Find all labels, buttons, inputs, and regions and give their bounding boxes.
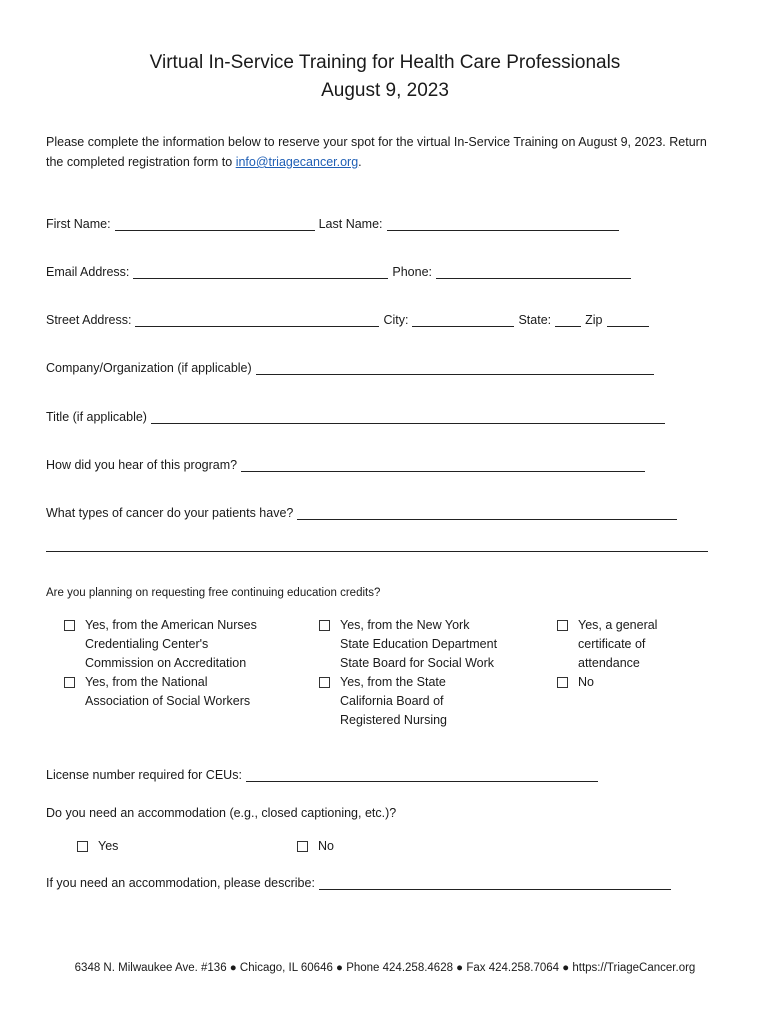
cancer-row (46, 506, 681, 520)
ce-general-label-1: Yes, a general (578, 618, 658, 632)
accommodation-question-text: Do you need an accommodation (e.g., closed captioning, etc.)? (46, 806, 397, 820)
license-label: License number required for CEUs: (46, 768, 242, 782)
ce-california-label-3: Registered Nursing (340, 713, 447, 727)
first-name-line[interactable] (115, 217, 315, 231)
accommodation-describe-line[interactable] (319, 876, 671, 890)
ce-general-label-2: certificate of (578, 637, 646, 651)
ce-option-nasw[interactable] (64, 673, 257, 711)
cancer-line-2[interactable] (46, 551, 708, 552)
ce-california-label-1: Yes, from the State (340, 675, 446, 689)
ce-column-2 (319, 616, 497, 730)
ce-nasw-label-2: Association of Social Workers (85, 694, 251, 708)
ce-question: Are you planning on requesting free continuing education credits? (46, 587, 381, 599)
accommodation-yes-label: Yes (98, 839, 119, 853)
first-name-label: First Name: (46, 217, 111, 231)
state-label: State: (518, 313, 552, 327)
intro-end: . (358, 155, 362, 169)
company-row (46, 361, 658, 375)
ce-option-no[interactable] (557, 673, 657, 692)
ce-no-checkbox[interactable] (557, 677, 568, 688)
ce-option-nys[interactable] (319, 616, 497, 673)
state-line[interactable] (555, 313, 581, 327)
ce-ancc-label-2: Credentialing Center's (85, 637, 209, 651)
license-row (46, 768, 602, 782)
job-title-line[interactable] (151, 410, 665, 424)
intro-text: Please complete the information below to reserve your spot for the virtual In-Service Training on August 9, 2023. Return the completed registration form to (46, 135, 707, 169)
ce-general-label-3: attendance (578, 656, 640, 670)
ce-california-checkbox[interactable] (319, 677, 330, 688)
accommodation-no-option[interactable] (297, 837, 334, 856)
ce-column-1 (64, 616, 257, 711)
hear-row (46, 458, 649, 472)
cancer-line[interactable] (297, 506, 677, 520)
form-date: August 9, 2023 (321, 80, 449, 101)
accommodation-describe-row (46, 876, 675, 890)
accommodation-describe-label: If you need an accommodation, please describe: (46, 876, 315, 890)
footer-address: 6348 N. Milwaukee Ave. #136 ● Chicago, IL 60646 ● Phone 424.258.4628 ● Fax 424.258.7064 ● https://TriageCancer.org (74, 962, 696, 974)
accommodation-yes-option[interactable] (77, 837, 118, 856)
job-title-row (46, 410, 669, 424)
company-line[interactable] (256, 361, 654, 375)
last-name-label: Last Name: (318, 217, 383, 231)
ce-option-california[interactable] (319, 673, 497, 730)
intro-paragraph (46, 132, 726, 172)
ce-nys-label-2: State Education Department (340, 637, 498, 651)
address-row (46, 313, 653, 327)
accommodation-no-checkbox[interactable] (297, 841, 308, 852)
email-label: Email Address: (46, 265, 130, 279)
zip-label: Zip (585, 313, 603, 327)
job-title-label: Title (if applicable) (46, 410, 147, 424)
accommodation-yes-checkbox[interactable] (77, 841, 88, 852)
email-row (46, 265, 635, 279)
name-row (46, 217, 623, 231)
ce-nasw-checkbox[interactable] (64, 677, 75, 688)
company-label: Company/Organization (if applicable) (46, 361, 252, 375)
phone-line[interactable] (436, 265, 631, 279)
contact-email-link[interactable]: info@triagecancer.org (235, 155, 359, 169)
street-line[interactable] (135, 313, 379, 327)
ce-nys-label-3: State Board for Social Work (340, 656, 495, 670)
ce-general-checkbox[interactable] (557, 620, 568, 631)
city-line[interactable] (412, 313, 514, 327)
hear-label: How did you hear of this program? (46, 458, 238, 472)
ce-nasw-label-1: Yes, from the National (85, 675, 208, 689)
license-line[interactable] (246, 768, 598, 782)
city-label: City: (383, 313, 409, 327)
accommodation-question (46, 806, 396, 820)
phone-label: Phone: (392, 265, 432, 279)
email-line[interactable] (133, 265, 388, 279)
last-name-line[interactable] (387, 217, 619, 231)
ce-no-label: No (578, 675, 594, 689)
ce-california-label-2: California Board of (340, 694, 444, 708)
street-label: Street Address: (46, 313, 132, 327)
accommodation-no-label: No (318, 839, 334, 853)
ce-column-3 (557, 616, 657, 692)
ce-option-ancc[interactable] (64, 616, 257, 673)
form-title: Virtual In-Service Training for Health Care Professionals (149, 52, 621, 73)
hear-line[interactable] (241, 458, 645, 472)
ce-ancc-label-3: Commission on Accreditation (85, 656, 247, 670)
cancer-label: What types of cancer do your patients have? (46, 506, 294, 520)
ce-ancc-checkbox[interactable] (64, 620, 75, 631)
ce-nys-checkbox[interactable] (319, 620, 330, 631)
ce-nys-label-1: Yes, from the New York (340, 618, 470, 632)
ce-option-general[interactable] (557, 616, 657, 673)
zip-line[interactable] (607, 313, 649, 327)
ce-ancc-label-1: Yes, from the American Nurses (85, 618, 257, 632)
